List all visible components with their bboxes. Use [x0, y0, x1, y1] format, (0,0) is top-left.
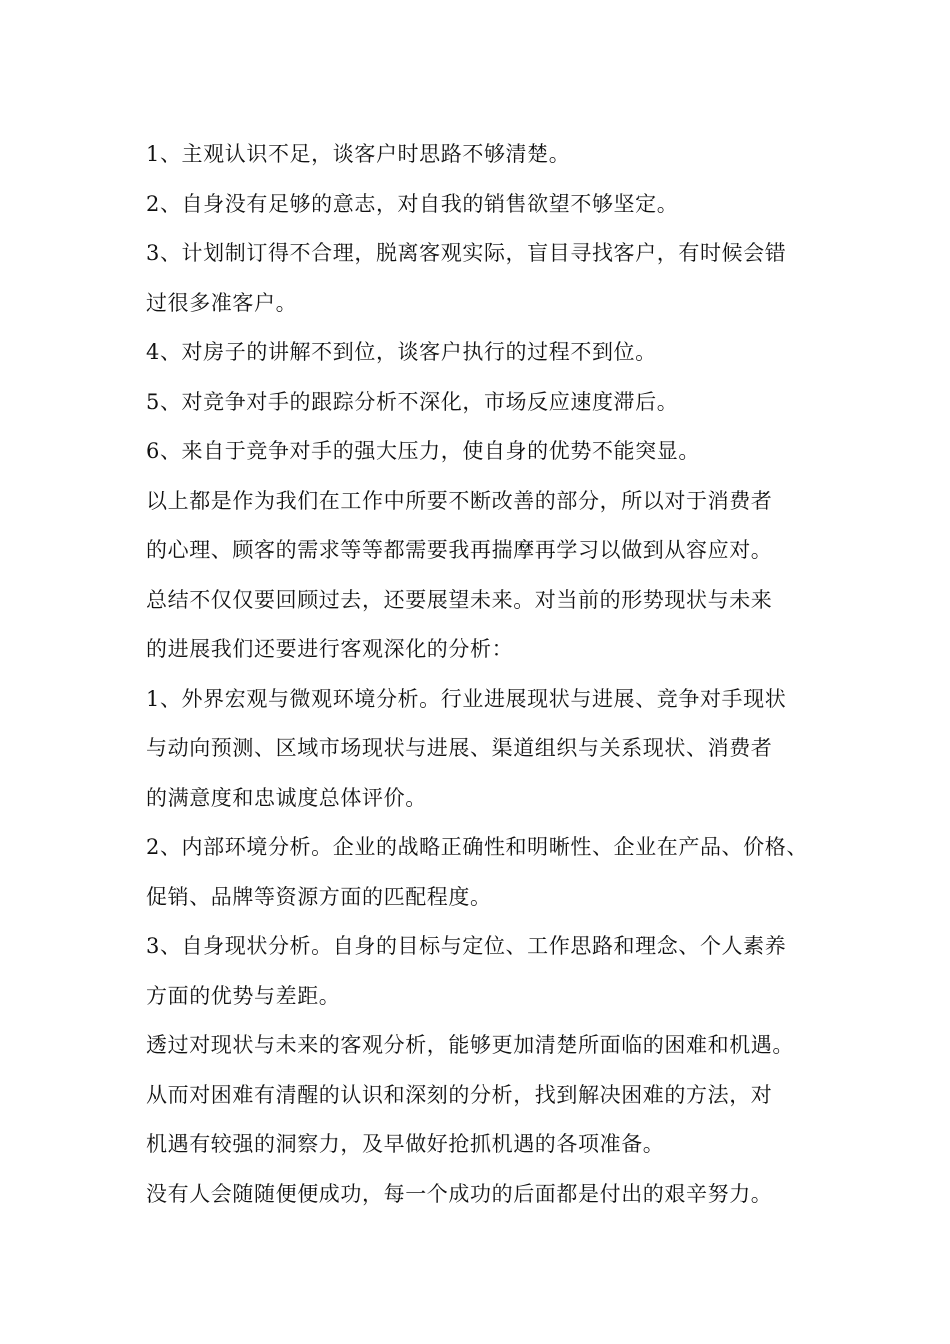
text-line: 总结不仅仅要回顾过去，还要展望未来。对当前的形势现状与未来 [146, 587, 773, 612]
text-line: 2、内部环境分析。企业的战略正确性和明晰性、企业在产品、价格、 [146, 835, 808, 859]
text-line: 2、自身没有足够的意志，对自我的销售欲望不够坚定。 [146, 191, 679, 216]
text-line: 以上都是作为我们在工作中所要不断改善的部分，所以对于消费者 [146, 488, 773, 513]
text-line: 1、外界宏观与微观环境分析。行业进展现状与进展、竞争对手现状 [146, 686, 787, 711]
text-line: 从而对困难有清醒的认识和深刻的分析，找到解决困难的方法，对 [146, 1082, 773, 1107]
text-line: 4、对房子的讲解不到位，谈客户执行的过程不到位。 [146, 340, 657, 364]
text-line: 机遇有较强的洞察力，及早做好抢抓机遇的各项准备。 [146, 1132, 665, 1156]
text-line: 没有人会随随便便成功，每一个成功的后面都是付出的艰辛努力。 [146, 1181, 773, 1206]
text-line: 过很多准客户。 [146, 290, 298, 315]
text-line: 3、自身现状分析。自身的目标与定位、工作思路和理念、个人素养 [146, 934, 787, 958]
document-body [146, 130, 836, 1219]
text-line: 3、计划制订得不合理，脱离客观实际，盲目寻找客户，有时候会错 [146, 241, 787, 265]
text-line: 6、来自于竞争对手的强大压力，使自身的优势不能突显。 [146, 439, 700, 463]
text-line: 透过对现状与未来的客观分析，能够更加清楚所面临的困难和机遇。 [146, 1033, 794, 1057]
text-line: 5、对竞争对手的跟踪分析不深化，市场反应速度滞后。 [146, 389, 679, 414]
text-line: 的满意度和忠诚度总体评价。 [146, 785, 427, 810]
text-line: 1、主观认识不足，谈客户时思路不够清楚。 [146, 142, 571, 166]
text-line: 与动向预测、区域市场现状与进展、渠道组织与关系现状、消费者 [146, 736, 773, 760]
text-line: 的心理、顾客的需求等等都需要我再揣摩再学习以做到从容应对。 [146, 538, 773, 562]
text-line: 促销、品牌等资源方面的匹配程度。 [146, 884, 492, 909]
text-line: 的进展我们还要进行客观深化的分析： [146, 637, 514, 661]
text-line: 方面的优势与差距。 [146, 983, 341, 1008]
